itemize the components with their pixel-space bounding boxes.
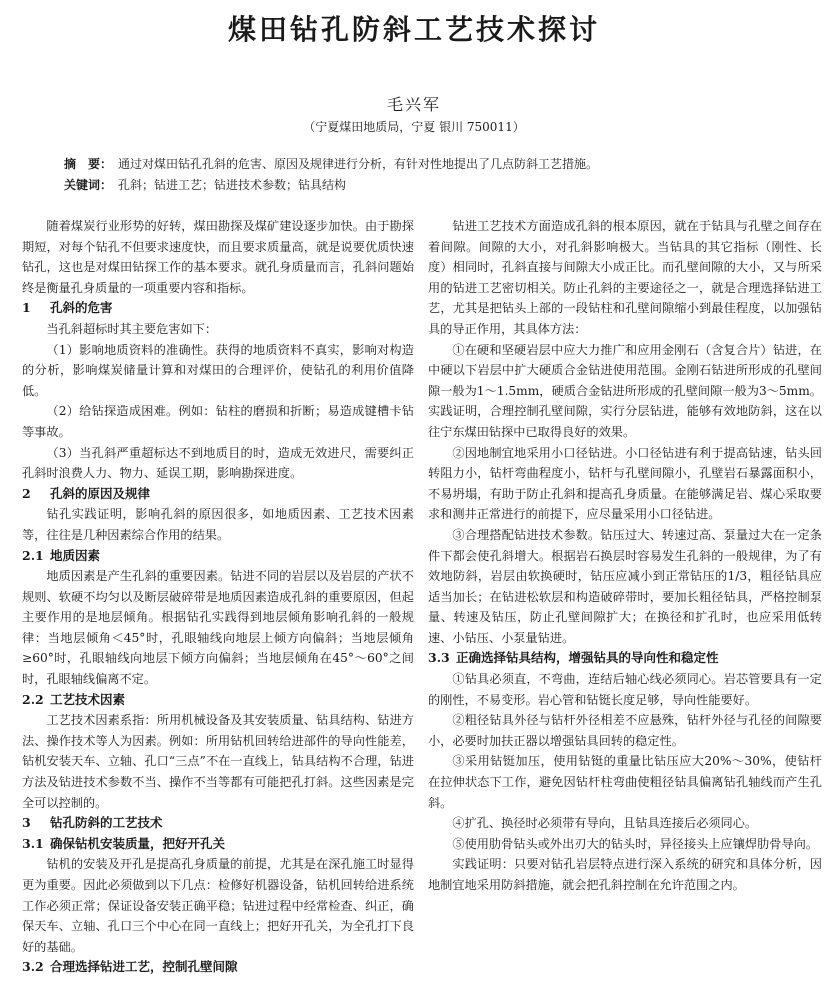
abstract-label: 摘 要：	[64, 157, 113, 171]
structure-item-4: ④扩孔、换径时必须带有导向，且钻具连接后必须同心。	[452, 816, 758, 831]
structure-item-2: ②粗径钻具外径与钻杆外径相差不应悬殊，钻杆外径与孔径的间隙要小，必要时加扶正器以增强钻具回转的稳定性。	[428, 713, 822, 748]
method-item-1: ①在硬和坚硬岩层中应大力推广和应用金刚石（含复合片）钻进，在中硬以下岩层中扩大硬质合金钻进使用范围。金刚石钻进所形成的孔壁间隙一般为1～1.5mm，硬质合金钻进所形成的孔壁间隙一般为3～5mm。实践证明，合理控制孔壁间隙，实行分层钻进，能够有效地防斜，这在以往宁东煤田钻探中已取得良好的效果。	[428, 342, 822, 439]
structure-item-3: ③采用钻铤加压，使用钻铤的重量比钻压应大20%～30%，使钻杆在拉伸状态下工作，避免因钻杆柱弯曲使粗径钻具偏离钻孔轴线而产生孔斜。	[428, 754, 822, 810]
right-column	[428, 216, 822, 896]
abstract-text: 通过对煤田钻孔孔斜的危害、原因及规律进行分析，有针对性地提出了几点防斜工艺措施。	[118, 157, 599, 171]
section-2-2-heading: 2.2 工艺技术因素	[22, 691, 126, 707]
structure-item-5: ⑤使用肋骨钻头或外出刃大的钻头时，异径接头上应镶焊肋骨导向。	[452, 836, 819, 851]
keywords-text: 孔斜；钻进工艺；钻进技术参数；钻具结构	[118, 178, 347, 192]
section-2-1-paragraph: 地质因素是产生孔斜的重要因素。钻进不同的岩层以及岩层的产状不规则、软硬不均匀以及断层破碎带是地质因素造成孔斜的重要原因，但起主要作用的是地层倾角。根据钻孔实践得到地层倾角影响孔斜的一般规律：当地层倾角＜45°时，孔眼轴线向地层上倾方向偏斜；当地层倾角≥60°时，孔眼轴线向地层下倾方向偏斜；当地层倾角在45°～60°之间时，孔眼轴线偏离不定。	[22, 569, 414, 687]
section-3-2-paragraph: 钻进工艺技术方面造成孔斜的根本原因，就在于钻具与孔壁之间存在着间隙。间隙的大小，对孔斜影响极大。当钻具的其它指标（刚性、长度）相同时，孔斜直接与间隙大小成正比。而孔壁间隙的大小，又与所采用的钻进工艺密切相关。防止孔斜的主要途径之一，就是合理选择钻进工艺，尤其是把钻头上部的一段钻柱和孔壁间隙缩小到最佳程度，以加强钻具的导正作用，其具体方法：	[428, 219, 822, 336]
section-3-heading: 3 钻孔防斜的工艺技术	[22, 815, 163, 831]
structure-item-1: ①钻具必须直，不弯曲，连结后轴心线必须同心。岩芯管要具有一定的刚性，不易变形。岩心管和钻铤长度足够，导向性能要好。	[428, 672, 822, 707]
section-2-paragraph: 钻孔实践证明，影响孔斜的原因很多，如地质因素、工艺技术因素等，往往是几种因素综合作用的结果。	[22, 507, 414, 542]
keywords	[64, 177, 784, 193]
section-2-1-heading: 2.1 地质因素	[22, 547, 101, 563]
intro-paragraph: 随着煤炭行业形势的好转，煤田勘探及煤矿建设逐步加快。由于勘探期短，对每个钻孔不但要求速度快，而且要求质量高，就是说要优质快速钻孔，这也是对煤田钻探工作的基本要求。就孔身质量而言，孔斜问题始终是衡量孔身质量的一项重要内容和指标。	[22, 219, 414, 295]
conclusion-paragraph: 实践证明：只要对钻孔岩层特点进行深入系统的研究和具体分析，因地制宜地采用防斜措施，就会把孔斜控制在允许范围之内。	[428, 857, 822, 892]
section-3-2-heading: 3.2 合理选择钻进工艺，控制孔壁间隙	[22, 959, 238, 975]
author-name: 毛兴军	[386, 95, 441, 114]
section-1-paragraph: 当孔斜超标时其主要危害如下：	[46, 321, 218, 336]
section-3-1-paragraph: 钻机的安装及开孔是提高孔身质量的前提，尤其是在深孔施工时显得更为重要。因此必须做到以下几点：检修好机器设备，钻机回转给进系统工作必须正常；保证设备安装正确平稳；钻进过程中经常检查、纠正，确保天车、立轴、孔口三个中心在同一直线上；把好开孔关，为全孔打下良好的基础。	[22, 857, 414, 954]
left-column	[22, 216, 414, 978]
method-item-2: ②因地制宜地采用小口径钻进。小口径钻进有利于提高钻速，钻头回转阻力小，钻杆弯曲程度小，钻杆与孔壁间隙小，孔壁岩石暴露面积小，不易坍塌，有助于防止孔斜和提高孔身质量。在能够满足岩、煤心采取要求和测井正常进行的前提下，应尽量采用小口径钻进。	[428, 445, 822, 522]
paper-title: 煤田钻孔防斜工艺技术探讨	[227, 13, 600, 46]
section-1-item-3: （3）当孔斜严重超标达不到地质目的时，造成无效进尺，需要纠正孔斜时浪费人力、物力、延误工期，影响勘探进度。	[22, 445, 414, 481]
method-item-3: ③合理搭配钻进技术参数。钻压过大、转速过高、泵量过大在一定条件下都会使孔斜增大。根据岩石换层时容易发生孔斜的一般规律，为了有效地防斜，岩层由软换硬时，钻压应减小到正常钻压的1/3，粗径钻具应适当加长；在钻进松软层和构造破碎带时，要加长粗径钻具，严格控制泵量、转速及钻压，防止孔壁间隙扩大；在换径和扩孔时，也应采用低转速、小钻压、小泵量钻进。	[428, 527, 822, 645]
section-3-3-heading: 3.3 正确选择钻具结构，增强钻具的导向性和稳定性	[428, 650, 719, 666]
keywords-label: 关键词：	[64, 178, 113, 192]
section-3-1-heading: 3.1 确保钻机安装质量，把好开孔关	[22, 835, 226, 851]
section-2-heading: 2 孔斜的原因及规律	[22, 485, 151, 501]
section-1-item-2: （2）给钻探造成困难。例如：钻柱的磨损和折断；易造成键槽卡钻等事故。	[22, 404, 414, 439]
abstract	[64, 156, 784, 172]
author-affiliation: （宁夏煤田地质局，宁夏 银川 750011）	[303, 120, 525, 134]
section-2-2-paragraph: 工艺技术因素系指：所用机械设备及其安装质量、钻具结构、钻进方法、操作技术等人为因素。例如：所用钻机回转给进部件的导向性能差，钻机安装天车、立轴、孔口“三点”不在一直线上，钻具结构不合理，钻进方法及钻进技术参数不当、操作不当等都有可能把孔打斜。这些因素是完全可以控制的。	[22, 713, 414, 810]
section-1-item-1: （1）影响地质资料的准确性。获得的地质资料不真实，影响对构造的分析，影响煤炭储量计算和对煤田的合理评价，使钻孔的利用价值降低。	[22, 342, 414, 398]
section-1-heading: 1 孔斜的危害	[22, 300, 113, 316]
